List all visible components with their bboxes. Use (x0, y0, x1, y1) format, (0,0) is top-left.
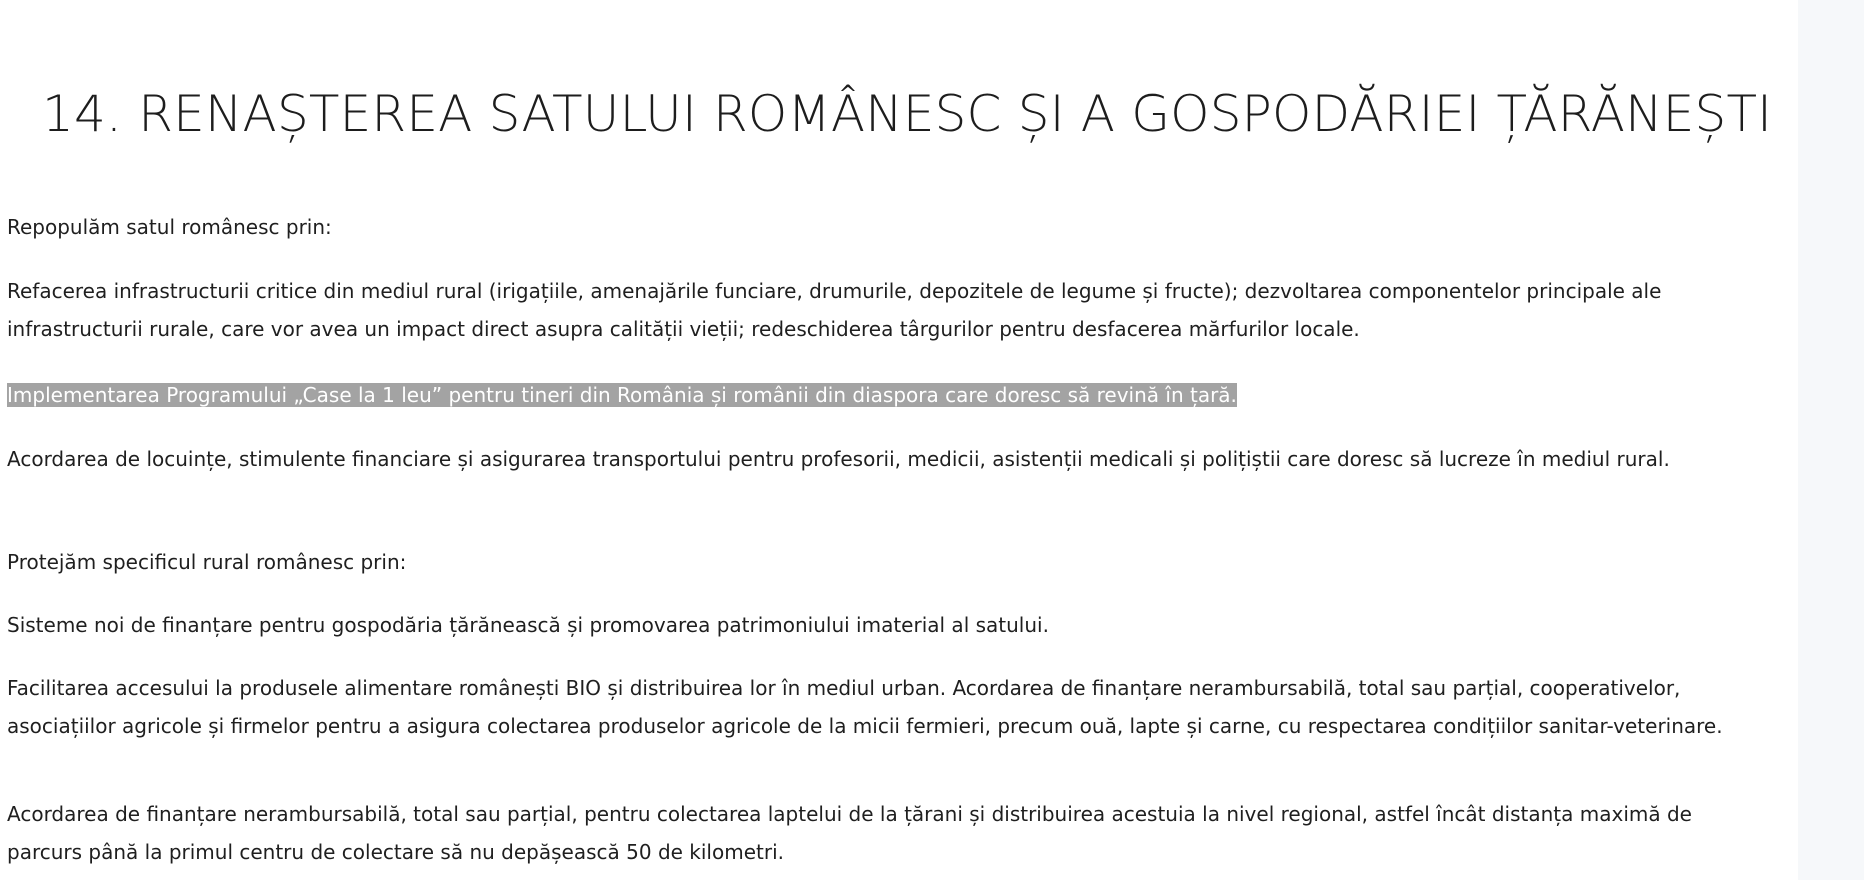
paragraph-repopulam: Repopulăm satul românesc prin: (7, 215, 332, 239)
paragraph-protejam: Protejăm specificul rural românesc prin: (7, 550, 407, 574)
paragraph-produse-bio: Facilitarea accesului la produsele alimentare românești BIO și distribuirea lor în mediul urban. Acordarea de finanțare nerambursabilă, total sau parțial, cooperativelor, asociațiilor agricole și firmelor pentru a asigura colectarea produselor agricole de la micii fermieri, precum ouă, lapte și carne, cu respectarea condițiilor sanitar-veterinare. (7, 676, 1723, 738)
paragraph-finantare-gospodarie: Sisteme noi de finanțare pentru gospodăria țărănească și promovarea patrimoniului imaterial al satului. (7, 613, 1049, 637)
paragraph-colectare-lapte: Acordarea de finanțare nerambursabilă, total sau parțial, pentru colectarea laptelui de la țărani și distribuirea acestuia la nivel regional, astfel încât distanța maximă de parcurs până la primul centru de colectare să nu depășească 50 de kilometri. (7, 802, 1692, 864)
selected-text-highlight: Implementarea Programului „Case la 1 leu” pentru tineri din România și românii din diaspora care doresc să revină în țară. (7, 383, 1237, 407)
paragraph-locuinte: Acordarea de locuințe, stimulente financiare și asigurarea transportului pentru profesorii, medicii, asistenții medicali și polițiștii care doresc să lucreze în mediul rural. (7, 447, 1670, 471)
paragraph-infrastructura: Refacerea infrastructurii critice din mediul rural (irigațiile, amenajările funciare, drumurile, depozitele de legume și fructe); dezvoltarea componentelor principale ale infrastructurii rurale, care vor avea un impact direct asupra calității vieții; redeschiderea târgurilor pentru desfacerea mărfurilor locale. (7, 279, 1662, 341)
scrollbar-track[interactable] (1798, 0, 1864, 880)
page-title: 14. RENAȘTEREA SATULUI ROMÂNESC ȘI A GOSPODĂRIEI ȚĂRĂNEȘTI (42, 85, 1773, 143)
paragraph-case-la-1-leu (7, 376, 1747, 414)
